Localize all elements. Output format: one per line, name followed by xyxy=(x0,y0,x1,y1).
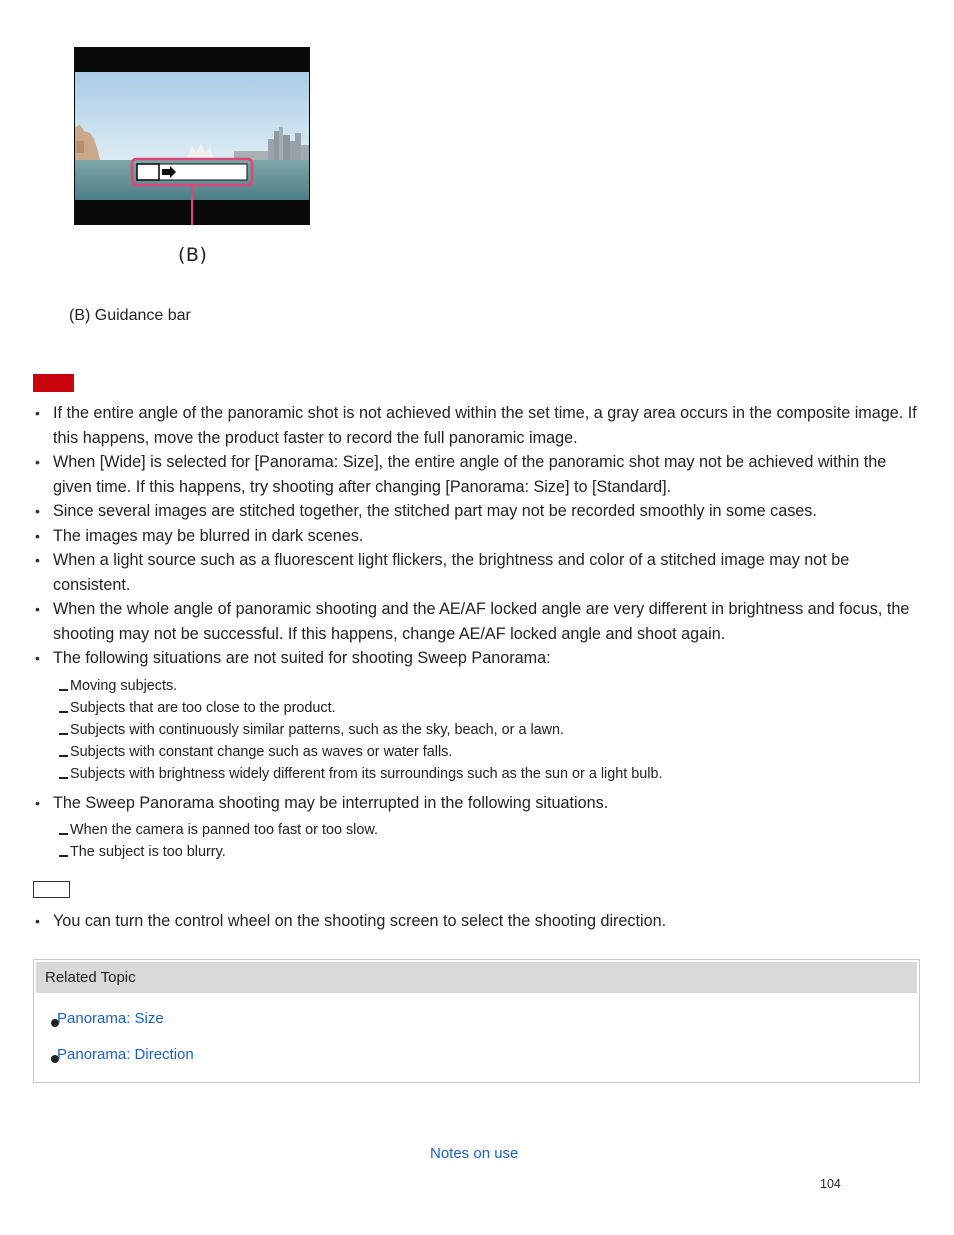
interrupt-situations-list xyxy=(53,819,918,863)
note-text: If the entire angle of the panoramic shot is not achieved within the set time, a gray area occurs in the composite image. If this happens, move the product faster to record the full panoramic image. xyxy=(53,404,917,447)
list-item xyxy=(33,791,918,864)
notes-on-use-link[interactable]: Notes on use xyxy=(430,1145,519,1162)
list-item xyxy=(33,450,918,499)
related-topic-heading: Related Topic xyxy=(36,962,917,993)
list-item xyxy=(33,646,918,785)
list-item xyxy=(33,499,918,524)
note-text: The following situations are not suited for shooting Sweep Panorama: xyxy=(53,649,551,667)
notes-list xyxy=(33,401,918,869)
note-badge xyxy=(33,374,74,392)
figure-caption: (B) Guidance bar xyxy=(69,307,191,324)
unsuited-situations-list xyxy=(53,675,918,785)
hint-list xyxy=(33,909,918,934)
hint-badge xyxy=(33,881,70,898)
note-text: When a light source such as a fluorescent light flickers, the brightness and color of a stitched image may not be consistent. xyxy=(53,551,850,594)
panorama-screen-image xyxy=(74,47,310,225)
list-item xyxy=(33,548,918,597)
list-item: When the camera is panned too fast or too slow. xyxy=(53,819,918,841)
related-link-panorama-direction[interactable] xyxy=(51,1046,194,1063)
hint-text: You can turn the control wheel on the shooting screen to select the shooting direction. xyxy=(53,912,667,930)
list-item: Subjects with continuously similar patterns, such as the sky, beach, or a lawn. xyxy=(53,719,918,741)
list-item: The subject is too blurry. xyxy=(53,841,918,863)
note-text: When [Wide] is selected for [Panorama: Size], the entire angle of the panoramic shot may not be achieved within the given time. If this happens, try shooting after changing [Panorama: Size] to [Standard]. xyxy=(53,453,887,496)
note-text: When the whole angle of panoramic shooting and the AE/AF locked angle are very different in brightness and focus, the shooting may not be successful. If this happens, change AE/AF locked angle and shoot again. xyxy=(53,600,910,643)
link-label: Panorama: Size xyxy=(57,1010,164,1027)
callout-label-b: (B) xyxy=(178,244,208,266)
related-topic-box xyxy=(33,959,920,1083)
panorama-screen-illustration xyxy=(74,47,310,225)
list-item: Subjects with constant change such as waves or water falls. xyxy=(53,741,918,763)
link-label: Panorama: Direction xyxy=(57,1046,194,1063)
note-text: Since several images are stitched together, the stitched part may not be recorded smoothly in some cases. xyxy=(53,502,817,520)
page-number: 104 xyxy=(820,1177,841,1191)
note-text: The Sweep Panorama shooting may be interrupted in the following situations. xyxy=(53,793,609,812)
list-item xyxy=(33,909,918,934)
list-item xyxy=(33,401,918,450)
list-item: Subjects with brightness widely different from its surroundings such as the sun or a light bulb. xyxy=(53,763,918,785)
note-text: The images may be blurred in dark scenes. xyxy=(53,526,364,545)
list-item: Subjects that are too close to the product. xyxy=(53,697,918,719)
list-item xyxy=(33,597,918,646)
list-item: Moving subjects. xyxy=(53,675,918,697)
related-link-panorama-size[interactable] xyxy=(51,1010,164,1027)
list-item xyxy=(33,524,918,549)
